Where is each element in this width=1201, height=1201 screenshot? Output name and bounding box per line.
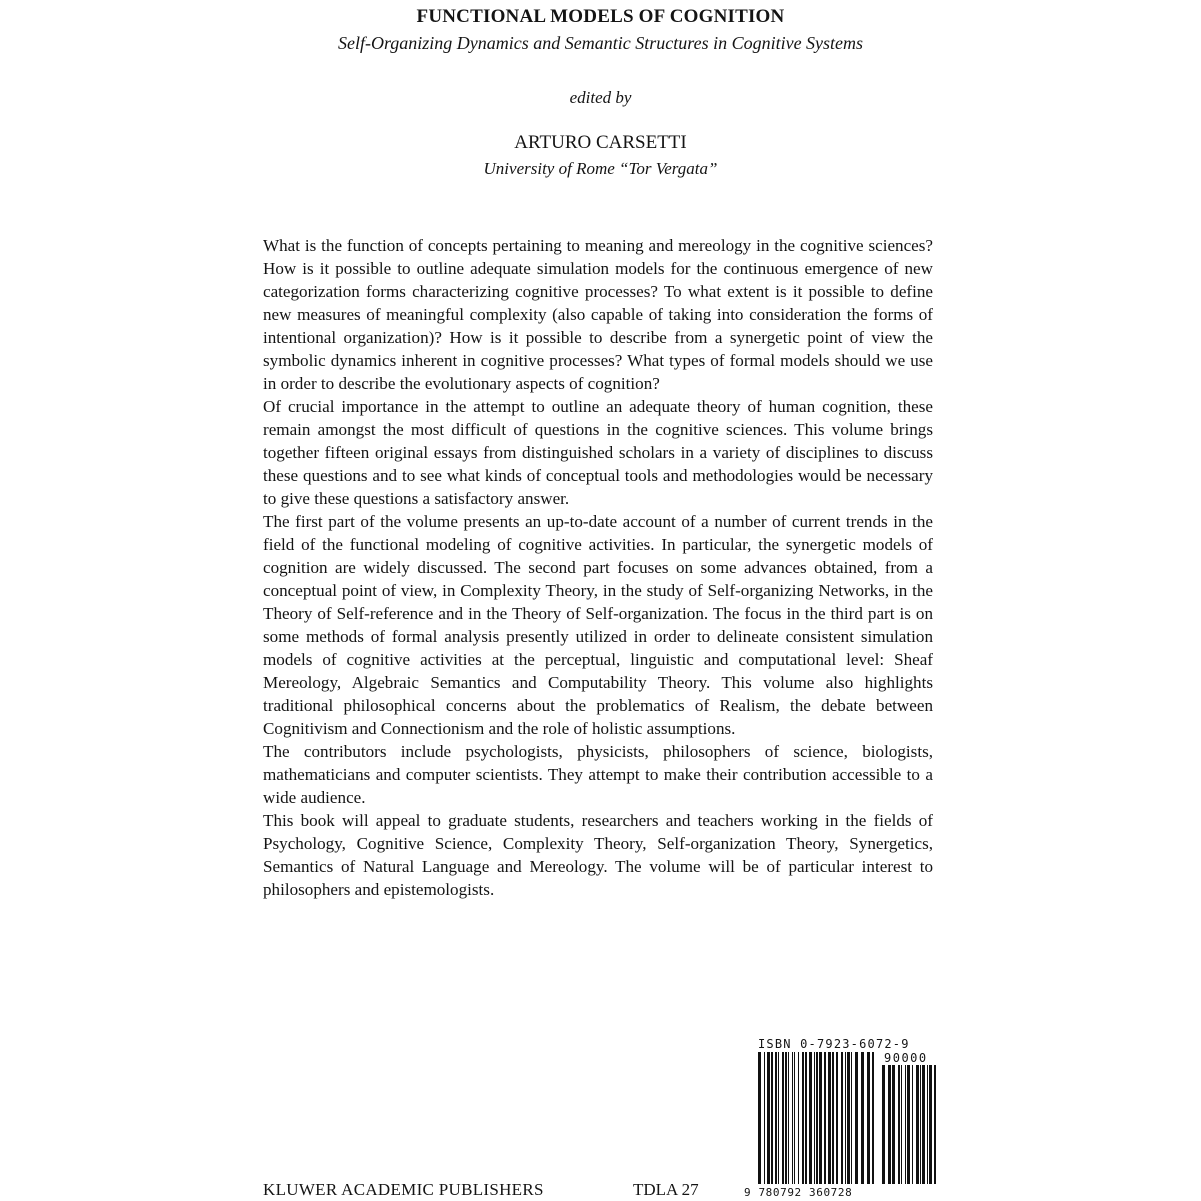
book-title: FUNCTIONAL MODELS OF COGNITION xyxy=(416,6,785,27)
barcode-bar xyxy=(814,1052,815,1184)
barcode-bar xyxy=(898,1065,900,1184)
barcode-bar xyxy=(888,1065,891,1184)
barcode-bar xyxy=(847,1052,850,1184)
barcode-addon xyxy=(882,1065,938,1184)
publisher-name: KLUWER ACADEMIC PUBLISHERS xyxy=(263,1180,544,1199)
barcode-bar xyxy=(867,1052,870,1184)
barcode-bar xyxy=(872,1052,874,1184)
barcode-bar xyxy=(929,1065,932,1184)
barcode-bar xyxy=(802,1052,804,1184)
barcode-digits: 9 780792 360728 xyxy=(744,1186,853,1199)
blurb-paragraph: The first part of the volume presents an up-to-date account of a number of current trends in the field of the functional modeling of cognitive activities. In particular, the synergetic models of cognition are widely discussed. The second part focuses on some advances obtained, from a conceptual point of view, in Complexity Theory, in the study of Self-organizing Networks, in the Theory of Self-reference and in the Theory of Self-organization. The focus in the third part is on some methods of formal analysis presently utilized in order to delineate consistent simulation models of cognitive activities at the perceptual, linguistic and computational level: Sheaf Mereology, Algebraic Semantics and Computability Theory. This volume also highlights traditional philosophical concerns about the problematics of Realism, the debate between Cognitivism and Connectionism and the role of holistic assumptions. xyxy=(263,512,933,738)
barcode-bar xyxy=(792,1052,793,1184)
barcode-bar xyxy=(882,1065,885,1184)
barcode-bar xyxy=(912,1065,913,1184)
barcode-bar xyxy=(916,1065,919,1184)
barcode-bar xyxy=(767,1052,770,1184)
barcode-bar xyxy=(851,1052,852,1184)
price-code: 90000 xyxy=(884,1051,928,1065)
barcode-bar xyxy=(775,1052,777,1184)
barcode-bar xyxy=(805,1052,807,1184)
barcode-ean13 xyxy=(758,1052,876,1184)
barcode-bar xyxy=(934,1065,936,1184)
isbn-label: ISBN 0-7923-6072-9 xyxy=(758,1037,910,1051)
barcode-bar xyxy=(905,1065,906,1184)
blurb-paragraph: Of crucial importance in the attempt to outline an adequate theory of human cognition, these remain amongst the most difficult of questions in the cognitive sciences. This volume brings together fifteen original essays from distinguished scholars in a variety of disciplines to discuss these questions and to see what kinds of conceptual tools and methodologies would be necessary to give these questions a satisfactory answer. xyxy=(263,397,933,508)
blurb-text xyxy=(263,234,933,901)
barcode-bar xyxy=(927,1065,928,1184)
barcode-bar xyxy=(758,1052,761,1184)
barcode-bar xyxy=(819,1052,822,1184)
barcode-bar xyxy=(907,1065,910,1184)
blurb-paragraph: What is the function of concepts pertaining to meaning and mereology in the cognitive sciences? How is it possible to outline adequate simulation models for the continuous emergence of new categorization forms characterizing cognitive processes? To what extent is it possible to define new measures of meaningful complexity (also capable of taking into consideration the forms of intentional organization)? How is it possible to describe from a synergetic point of view the symbolic dynamics inherent in cognitive processes? What types of formal models should we use in order to describe the evolutionary aspects of cognition? xyxy=(263,236,933,393)
barcode-bar xyxy=(922,1065,925,1184)
barcode-bar xyxy=(828,1052,831,1184)
barcode-bar xyxy=(855,1052,858,1184)
barcode-bar xyxy=(892,1065,895,1184)
edited-by-label: edited by xyxy=(569,88,632,107)
barcode-bar xyxy=(901,1065,902,1184)
barcode-bar xyxy=(920,1065,921,1184)
barcode-bar xyxy=(782,1052,784,1184)
barcode-bar xyxy=(836,1052,838,1184)
barcode-bar xyxy=(788,1052,789,1184)
blurb-paragraph: This book will appeal to graduate students, researchers and teachers working in the fields of Psychology, Cognitive Science, Complexity Theory, Self-organization Theory, Synergetics, Semantics of Natural Language and Mereology. The volume will be of particular interest to philosophers and epistemologists. xyxy=(263,811,933,899)
barcode-bar xyxy=(832,1052,834,1184)
blurb-paragraph: The contributors include psychologists, physicists, philosophers of science, biologists, mathematicians and computer scientists. They attempt to make their contribution accessible to a wide audience. xyxy=(263,742,933,807)
barcode-bar xyxy=(809,1052,812,1184)
barcode-bar xyxy=(845,1052,846,1184)
editor-name: ARTURO CARSETTI xyxy=(514,132,687,153)
book-subtitle: Self-Organizing Dynamics and Semantic Structures in Cognitive Systems xyxy=(337,33,864,53)
barcode-bar xyxy=(816,1052,818,1184)
barcode-bar xyxy=(798,1052,799,1184)
barcode-bar xyxy=(861,1052,864,1184)
barcode-bar xyxy=(794,1052,795,1184)
barcode-bar xyxy=(824,1052,826,1184)
barcode-bar xyxy=(841,1052,843,1184)
barcode-bar xyxy=(778,1052,779,1184)
barcode-bar xyxy=(764,1052,765,1184)
barcode-bar xyxy=(785,1052,787,1184)
editor-affiliation: University of Rome “Tor Vergata” xyxy=(483,159,718,178)
series-code: TDLA 27 xyxy=(633,1180,699,1199)
barcode-bar xyxy=(771,1052,773,1184)
